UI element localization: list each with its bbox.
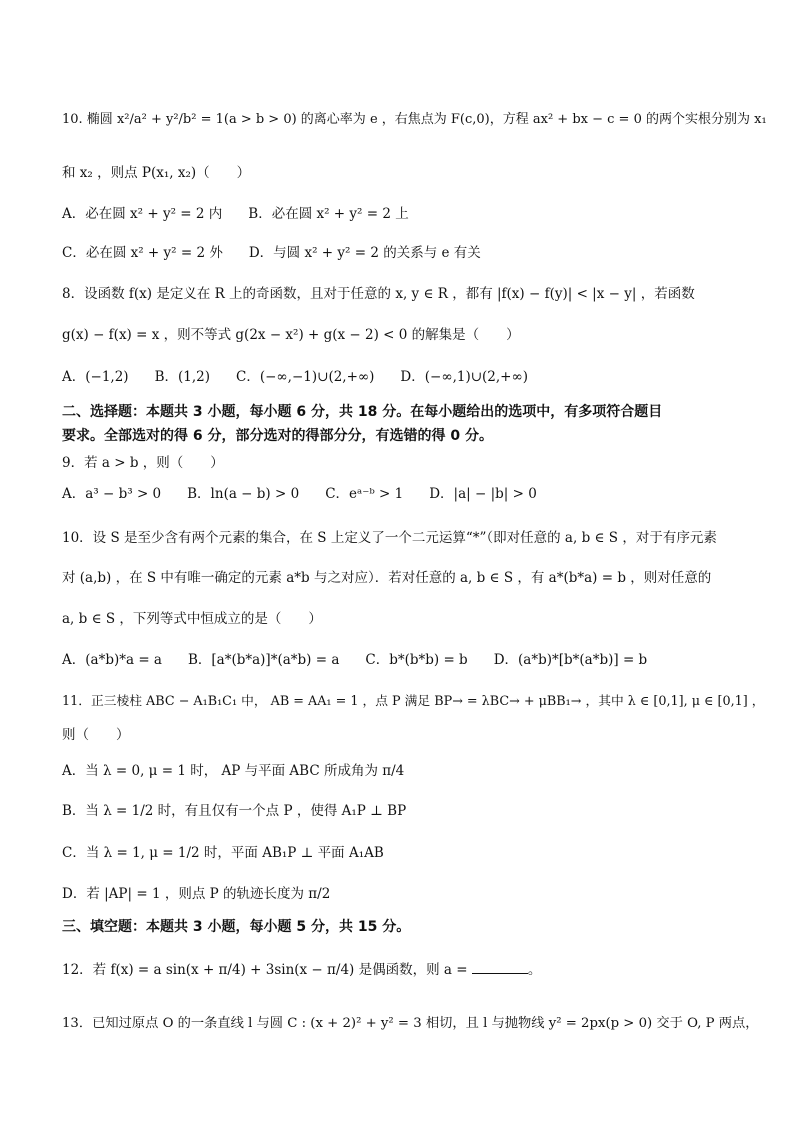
q9-options — [62, 486, 537, 502]
q8-line1: 8．设函数 f(x) 是定义在 R 上的奇函数，且对于任意的 x, y ∈ R ，都有 |f(x) − f(y)| < |x − y| ，若函数 — [62, 286, 695, 302]
section2-heading-line2: 要求。全部选对的得 6 分，部分选对的得部分分，有选错的得 0 分。 — [62, 428, 493, 444]
q9-option-d: D．|a| − |b| > 0 — [429, 486, 537, 502]
q8-line2: g(x) − f(x) = x ，则不等式 g(2x − x²) + g(x − 2) < 0 的解集是（ ） — [62, 327, 520, 343]
q9-option-b: B．ln(a − b) > 0 — [187, 486, 300, 502]
q10b-option-b: B．[a*(b*a)]*(a*b) = a — [187, 652, 340, 668]
q10b-line2: 对 (a,b) ，在 S 中有唯一确定的元素 a*b 与之对应）．若对任意的 a, b ∈ S ，有 a*(b*a) = b ，则对任意的 — [62, 570, 712, 586]
q9-option-c: C．eᵃ⁻ᵇ > 1 — [325, 486, 404, 502]
q10b-option-a: A．(a*b)*a = a — [62, 652, 162, 668]
q11-option-b: B．当 λ = 1/2 时，有且仅有一个点 P ，使得 A₁P ⊥ BP — [62, 803, 407, 819]
q13-line1: 13．已知过原点 O 的一条直线 l 与圆 C : (x + 2)² + y² = 3 相切，且 l 与抛物线 y² = 2px(p > 0) 交于 O, P 两点， — [62, 1016, 759, 1031]
q10b-options — [62, 652, 647, 668]
section2-heading-line1: 二、选择题：本题共 3 小题，每小题 6 分，共 18 分。在每小题给出的选项中，有多项符合题目 — [62, 404, 663, 420]
q10a-option-d: D．与圆 x² + y² = 2 的关系与 e 有关 — [248, 245, 481, 261]
q8-option-d: D．(−∞,1)∪(2,+∞) — [400, 369, 528, 385]
q11-line1: 11．正三棱柱 ABC − A₁B₁C₁ 中， AB = AA₁ = 1 ，点 P 满足 BP→ = λBC→ + μBB₁→ ，其中 λ ∈ [0,1], μ ∈ [0,1] ， — [62, 694, 765, 709]
q10a-line2: 和 x₂ ，则点 P(x₁, x₂)（ ） — [62, 165, 251, 181]
section3-heading: 三、填空题：本题共 3 小题，每小题 5 分，共 15 分。 — [62, 919, 411, 935]
q9-stem: 9．若 a > b ，则（ ） — [62, 455, 224, 471]
q10a-option-b: B．必在圆 x² + y² = 2 上 — [248, 206, 409, 222]
q12-text: 12．若 f(x) = a sin(x + π/4) + 3sin(x − π/4) 是偶函数，则 a = — [62, 962, 468, 978]
q10a-line1: 10. 椭圆 x²/a² + y²/b² = 1(a > b > 0) 的离心率为 e ，右焦点为 F(c,0)，方程 ax² + bx − c = 0 的两个实根分别为 x₁ — [62, 112, 767, 127]
q11-option-a: A．当 λ = 0, μ = 1 时， AP 与平面 ABC 所成角为 π/4 — [62, 763, 405, 779]
q12-end: 。 — [527, 962, 542, 978]
q10a-option-c: C．必在圆 x² + y² = 2 外 — [62, 245, 223, 261]
q10b-line3: a, b ∈ S ，下列等式中恒成立的是（ ） — [62, 611, 322, 627]
q10a-options-row2 — [62, 245, 481, 261]
q11-option-c: C．当 λ = 1, μ = 1/2 时，平面 AB₁P ⊥ 平面 A₁AB — [62, 845, 384, 861]
q9-option-a: A．a³ − b³ > 0 — [62, 486, 162, 502]
q11-line2: 则（ ） — [62, 727, 130, 743]
q10a-option-a: A．必在圆 x² + y² = 2 内 — [62, 206, 223, 222]
q10b-option-c: C．b*(b*b) = b — [365, 652, 468, 668]
q10b-option-d: D．(a*b)*[b*(a*b)] = b — [493, 652, 648, 668]
q8-option-c: C．(−∞,−1)∪(2,+∞) — [236, 369, 375, 385]
q11-option-d: D．若 |AP| = 1 ，则点 P 的轨迹长度为 π/2 — [62, 886, 331, 902]
q8-option-a: A．(−1,2) — [62, 369, 129, 385]
q10a-options-row1 — [62, 206, 409, 222]
q12-answer-blank[interactable] — [472, 962, 528, 974]
q10b-line1: 10．设 S 是至少含有两个元素的集合，在 S 上定义了一个二元运算“*”（即对任意的 a, b ∈ S ，对于有序元素 — [62, 530, 717, 546]
q8-option-b: B．(1,2) — [154, 369, 211, 385]
q12-line — [62, 962, 541, 978]
q8-options — [62, 369, 528, 385]
